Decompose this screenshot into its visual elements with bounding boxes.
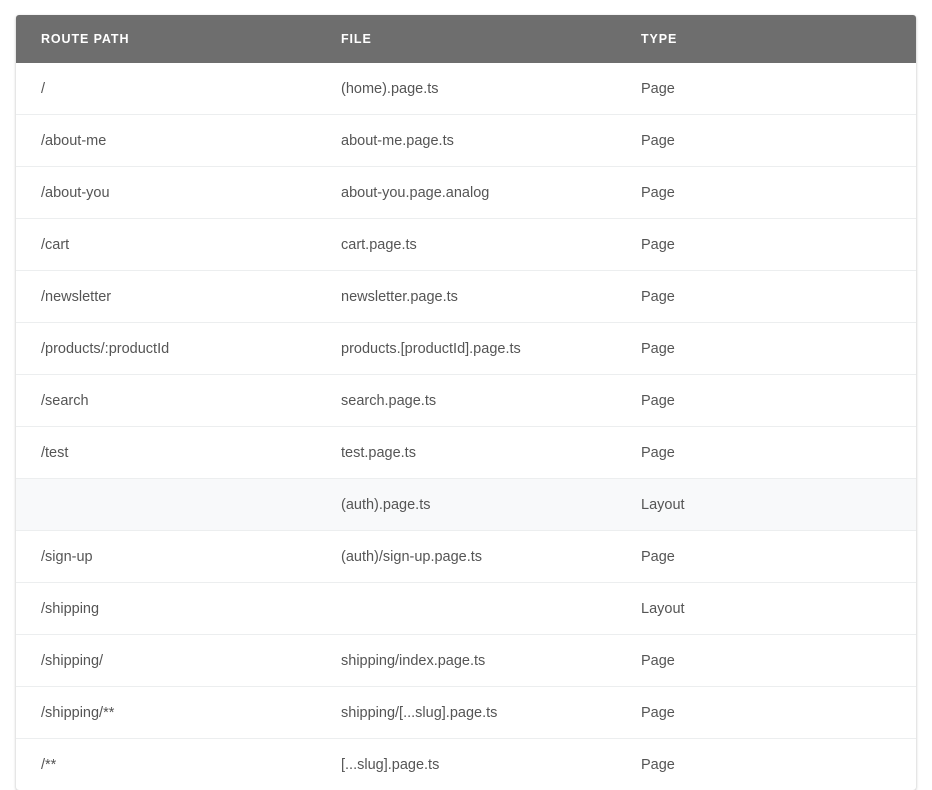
routes-table-card	[16, 15, 916, 790]
cell-type: Layout	[641, 479, 916, 531]
column-header-file[interactable]: FILE	[341, 15, 641, 63]
cell-route-path: /about-you	[16, 167, 341, 219]
table-row[interactable]	[16, 167, 916, 219]
cell-type: Page	[641, 427, 916, 479]
cell-route-path: /search	[16, 375, 341, 427]
cell-type: Page	[641, 323, 916, 375]
cell-file: about-you.page.analog	[341, 167, 641, 219]
table-row[interactable]	[16, 479, 916, 531]
cell-route-path: /test	[16, 427, 341, 479]
cell-type: Page	[641, 687, 916, 739]
table-row[interactable]	[16, 115, 916, 167]
table-row[interactable]	[16, 635, 916, 687]
cell-type: Page	[641, 167, 916, 219]
column-header-type[interactable]: TYPE	[641, 15, 916, 63]
cell-file: shipping/[...slug].page.ts	[341, 687, 641, 739]
cell-file: search.page.ts	[341, 375, 641, 427]
table-row[interactable]	[16, 583, 916, 635]
cell-type: Page	[641, 635, 916, 687]
cell-file: (home).page.ts	[341, 63, 641, 115]
routes-table-head	[16, 15, 916, 63]
table-row[interactable]	[16, 219, 916, 271]
cell-file: [...slug].page.ts	[341, 739, 641, 790]
table-header-row	[16, 15, 916, 63]
cell-type: Page	[641, 375, 916, 427]
cell-route-path: /shipping/	[16, 635, 341, 687]
routes-table-body	[16, 63, 916, 790]
table-row[interactable]	[16, 63, 916, 115]
cell-file: about-me.page.ts	[341, 115, 641, 167]
table-row[interactable]	[16, 375, 916, 427]
cell-file: test.page.ts	[341, 427, 641, 479]
cell-file: cart.page.ts	[341, 219, 641, 271]
table-row[interactable]	[16, 427, 916, 479]
cell-type: Page	[641, 63, 916, 115]
table-row[interactable]	[16, 323, 916, 375]
table-row[interactable]	[16, 531, 916, 583]
table-row[interactable]	[16, 687, 916, 739]
cell-file: shipping/index.page.ts	[341, 635, 641, 687]
cell-type: Page	[641, 219, 916, 271]
cell-route-path: /**	[16, 739, 341, 790]
cell-route-path: /products/:productId	[16, 323, 341, 375]
cell-route-path: /shipping	[16, 583, 341, 635]
cell-route-path: /cart	[16, 219, 341, 271]
cell-type: Layout	[641, 583, 916, 635]
table-row[interactable]	[16, 271, 916, 323]
table-row[interactable]	[16, 739, 916, 790]
cell-type: Page	[641, 271, 916, 323]
cell-type: Page	[641, 531, 916, 583]
cell-route-path	[16, 479, 341, 531]
column-header-route-path[interactable]: ROUTE PATH	[16, 15, 341, 63]
cell-route-path: /shipping/**	[16, 687, 341, 739]
cell-file: newsletter.page.ts	[341, 271, 641, 323]
cell-route-path: /about-me	[16, 115, 341, 167]
cell-route-path: /newsletter	[16, 271, 341, 323]
cell-route-path: /sign-up	[16, 531, 341, 583]
cell-file	[341, 583, 641, 635]
cell-route-path: /	[16, 63, 341, 115]
cell-file: products.[productId].page.ts	[341, 323, 641, 375]
cell-type: Page	[641, 115, 916, 167]
routes-table	[16, 15, 916, 790]
cell-file: (auth).page.ts	[341, 479, 641, 531]
cell-type: Page	[641, 739, 916, 790]
cell-file: (auth)/sign-up.page.ts	[341, 531, 641, 583]
